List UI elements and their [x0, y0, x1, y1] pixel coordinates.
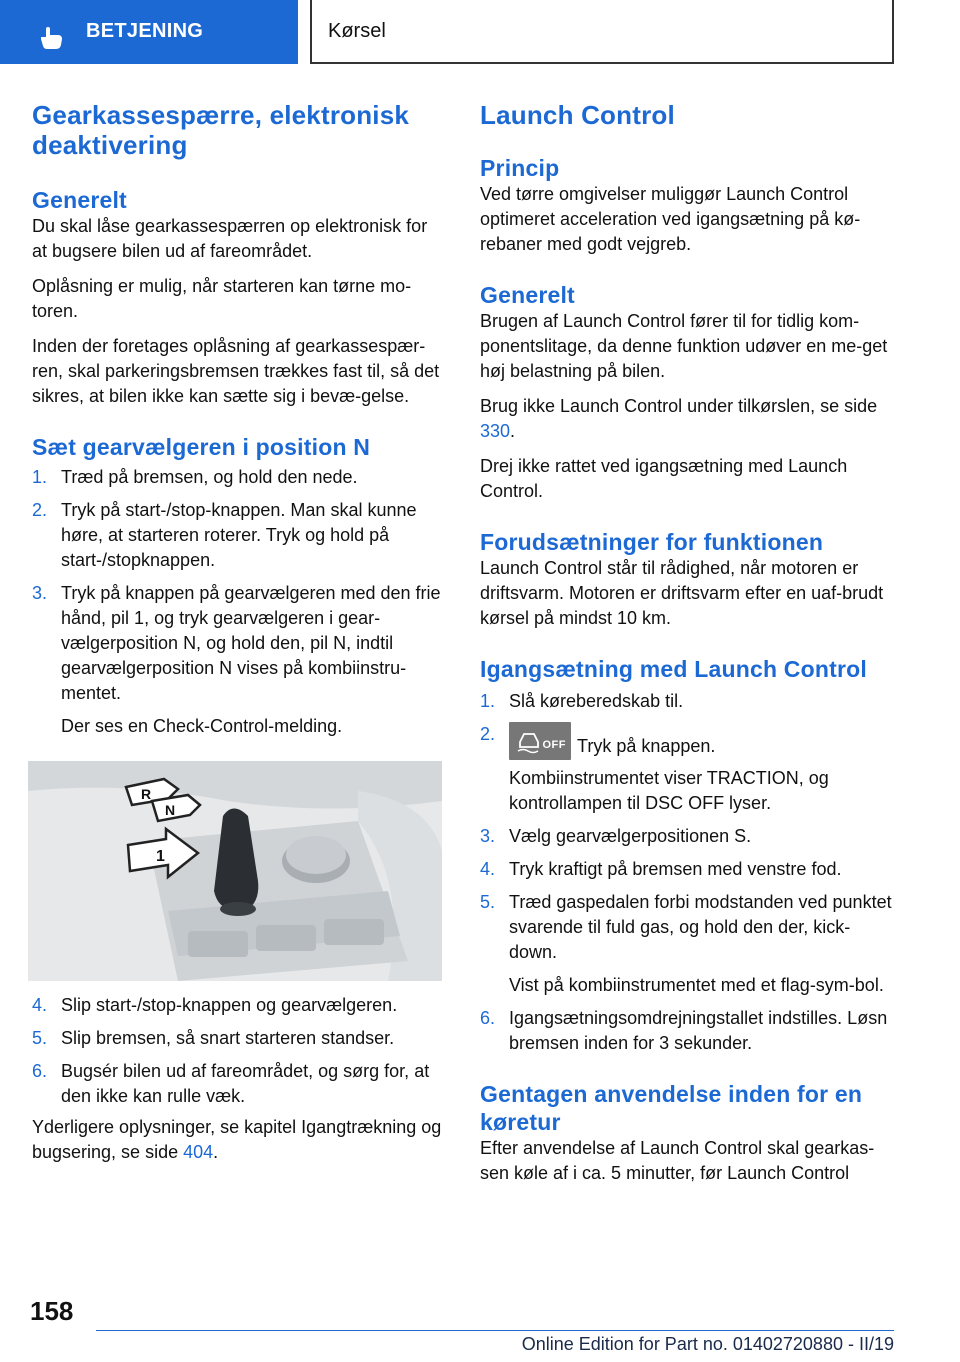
paragraph: Ved tørre omgivelser muliggør Launch Control optimeret acceleration ved igangsætning på kø-rebaner med godt vejgreb.: [480, 184, 861, 254]
list-item: 5. Slip bremsen, så snart starteren standser.: [32, 1028, 395, 1048]
forudsaetninger-heading: Forudsætninger for funktionen: [480, 529, 824, 555]
list-item: 3. Vælg gearvælgerpositionen S.: [480, 826, 752, 846]
gear-lock-title: Gearkassespærre, elektronisk deaktivering: [32, 100, 410, 160]
dsc-off-icon: OFF: [509, 722, 571, 760]
section-header: [310, 0, 894, 64]
page-number: 158: [30, 1296, 74, 1326]
list-item: 6. Igangsætningsomdrejningstallet indstilles. Løsn bremsen inden for 3 sekunder.: [480, 1008, 888, 1053]
list-item: 5. Træd gaspedalen forbi modstanden ved punktet svarende til fuld gas, og hold den der, kick-down. Vist på kombiinstrumentet med et flag-sym-bol.: [480, 892, 892, 995]
paragraph: Yderligere oplysninger, se kapitel Igangtrækning og bugsering, se side 404.: [32, 1117, 442, 1162]
chapter-title: BETJENING: [86, 20, 204, 42]
paragraph: Brugen af Launch Control fører til for tidlig kom-ponentslitage, da denne funktion udøver en me-get høj belastning på bilen.: [480, 311, 888, 381]
paragraph: Efter anvendelse af Launch Control skal gearkas-sen køle af i ca. 5 minutter, før Launch Control: [480, 1138, 875, 1183]
left-column: [32, 100, 446, 1165]
left-generelt-heading: Generelt: [32, 187, 127, 213]
page-link-404[interactable]: 404: [183, 1142, 214, 1162]
list-item: 2. Tryk på start-/stop-knappen. Man skal kunne høre, at starteren roterer. Tryk og hold på start-/stopknappen.: [32, 500, 417, 570]
gear-selector-photo: [28, 761, 442, 981]
paragraph: Oplåsning er mulig, når starteren kan tørne mo-toren.: [32, 276, 412, 321]
list-item: 4. Slip start-/stop-knappen og gearvælgeren.: [32, 995, 398, 1015]
right-column: [480, 100, 894, 1186]
list-item: 4. Tryk kraftigt på bremsen med venstre fod.: [480, 859, 842, 879]
launch-control-title: Launch Control: [480, 100, 675, 130]
gear-letter-n: N: [165, 802, 176, 818]
princip-heading: Princip: [480, 155, 560, 181]
footer-divider: [96, 1330, 894, 1331]
list-item: 2. OFF Tryk på knappen. Kombiinstrumentet viser TRACTION, og kontrollampen til DSC OFF lyser.: [480, 724, 829, 813]
paragraph: Drej ikke rattet ved igangsætning med Launch Control.: [480, 456, 848, 501]
page-link-330[interactable]: 330: [480, 421, 511, 441]
paragraph: Brug ikke Launch Control under tilkørslen, se side 330.: [480, 396, 878, 441]
list-item: 1. Slå køreberedskab til.: [480, 691, 684, 711]
paragraph: Launch Control står til rådighed, når motoren er driftsvarm. Motoren er driftsvarm efter en uaf-brudt kørsel på mindst 10 km.: [480, 558, 884, 628]
igangsaetning-heading: Igangsætning med Launch Control: [480, 656, 867, 682]
list-item: 6. Bugsér bilen ud af fareområdet, og sørg for, at den ikke kan rulle væk.: [32, 1061, 430, 1106]
paragraph: Du skal låse gearkassespærren op elektronisk for at bugsere bilen ud af fareområdet.: [32, 216, 428, 261]
steps-list: [32, 465, 446, 739]
paragraph: Inden der foretages oplåsning af gearkassespær-ren, skal parkeringsbremsen trækkes fast til, så det sikres, at bilen ikke kan sætte sig i bevæ-gelse.: [32, 336, 440, 406]
edition-text: Online Edition for Part no. 01402720880 - II/19: [521, 1334, 894, 1354]
section-title: Kørsel: [328, 20, 386, 42]
right-generelt-heading: Generelt: [480, 282, 575, 308]
chapter-tab[interactable]: [0, 0, 298, 64]
list-item: 3. Tryk på knappen på gearvælgeren med den frie hånd, pil 1, og tryk gearvælgeren i gear-vælgerposition N, og hold den, pil N, indtil gearvælgerposition N vises på kombiinstru-mentet. Der ses en Check-Control-melding.: [32, 583, 441, 736]
gear-letter-r: R: [141, 786, 152, 802]
steps-list: [32, 993, 446, 1109]
hand-pointer-icon: [38, 26, 64, 50]
steps-list: [480, 689, 894, 1056]
gentagen-heading: Gentagen anvendelse inden for en køretur: [480, 1081, 863, 1135]
arrow-label-1: 1: [156, 848, 165, 865]
position-n-heading: Sæt gearvælgeren i position N: [32, 434, 371, 460]
list-item: 1. Træd på bremsen, og hold den nede.: [32, 467, 358, 487]
